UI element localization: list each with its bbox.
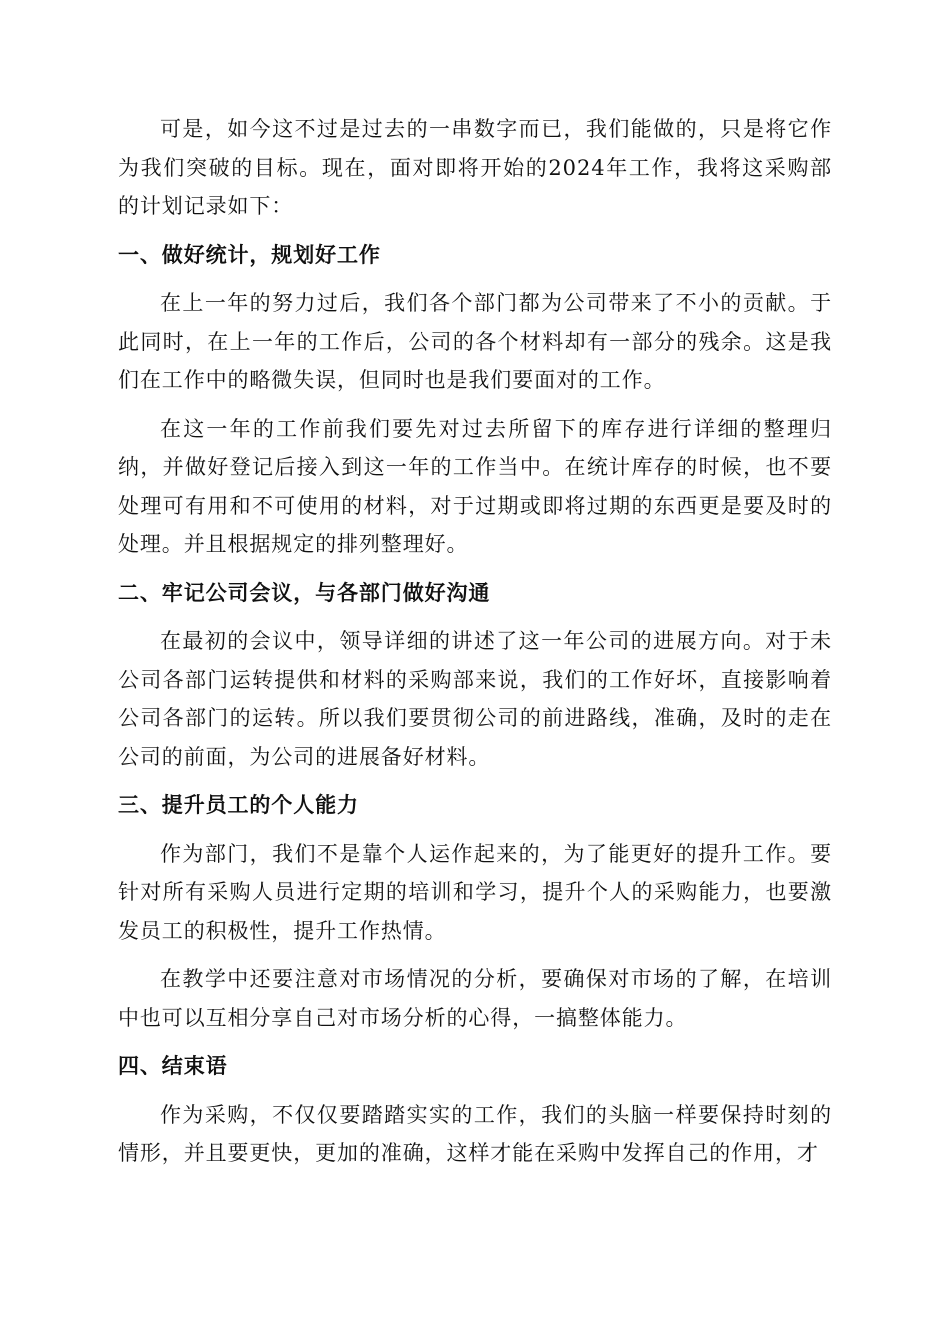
section-4-paragraph-1: 作为采购，不仅仅要踏踏实实的工作，我们的头脑一样要保持时刻的情形，并且要更快，更加的准确，这样才能在采购中发挥自己的作用，才 — [118, 1102, 832, 1165]
section-2-paragraph-1: 在最初的会议中，领导详细的讲述了这一年公司的进展方向。对于未公司各部门运转提供和材料的采购部来说，我们的工作好坏，直接影响着公司各部门的运转。所以我们要贯彻公司的前进路线，准确，及时的走在公司的前面，为公司的进展备好材料。 — [118, 629, 832, 769]
section-3-paragraph-2: 在教学中还要注意对市场情况的分析，要确保对市场的了解，在培训中也可以互相分享自己对市场分析的心得，一搞整体能力。 — [118, 967, 832, 1030]
intro-paragraph: 可是，如今这不过是过去的一串数字而已，我们能做的，只是将它作为我们突破的目标。现在，面对即将开始的2024年工作，我将这采购部的计划记录如下： — [118, 117, 832, 218]
section-1-paragraph-1: 在上一年的努力过后，我们各个部门都为公司带来了不小的贡献。于此同时，在上一年的工作后，公司的各个材料却有一部分的残余。这是我们在工作中的略微失误，但同时也是我们要面对的工作。 — [118, 291, 832, 392]
section-1-paragraph-2: 在这一年的工作前我们要先对过去所留下的库存进行详细的整理归纳，并做好登记后接入到这一年的工作当中。在统计库存的时候，也不要处理可有用和不可使用的材料，对于过期或即将过期的东西更是要及时的处理。并且根据规定的排列整理好。 — [118, 416, 832, 556]
section-3-paragraph-1: 作为部门，我们不是靠个人运作起来的，为了能更好的提升工作。要针对所有采购人员进行定期的培训和学习，提升个人的采购能力，也要激发员工的积极性，提升工作热情。 — [118, 841, 832, 943]
section-heading-4: 四、结束语 — [118, 1053, 228, 1078]
section-heading-3: 三、提升员工的个人能力 — [118, 792, 359, 817]
section-heading-2: 二、牢记公司会议，与各部门做好沟通 — [118, 579, 491, 605]
section-heading-1: 一、做好统计，规划好工作 — [118, 241, 381, 267]
